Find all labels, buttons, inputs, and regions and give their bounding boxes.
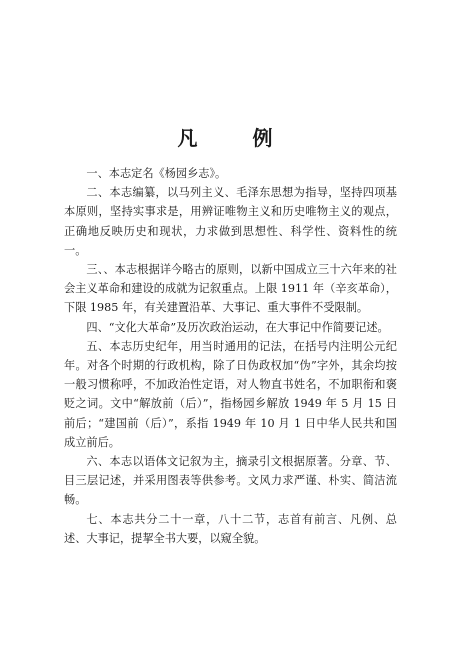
- paragraph-6: 六、本志以语体文记叙为主，摘录引文根据原著。分章、节、目三层记述，并采用图表等供参考。文风力求严谨、朴实、简洁流畅。: [64, 455, 397, 507]
- paragraph-1: 一、本志定名《杨园乡志》。: [86, 167, 227, 180]
- paragraph-5: 五、本志历史纪年，用当时通用的记法，在括号内注明公元纪年。对各个时期的行政机构，除了日伪政权加“伪”字外，其余均按一般习惯称呼，不加政治性定语，对人物直书姓名，不加职衔和褒贬之词。文中“解放前（后）”，指杨园乡解放 1949 年 5 月 15 日前后；“建国前（后）”，系指 1949 年 10 月 1 日中华人民共和国成立前后。: [64, 339, 397, 449]
- paragraph-7: 七、本志共分二十一章，八十二节，志首有前言、凡例、总述、大事记，提挈全书大要，以窥全貌。: [64, 512, 397, 545]
- editorial-notes-body: [64, 164, 397, 548]
- page-title: 凡 例: [177, 126, 297, 150]
- paragraph-3: 三、、本志根据详今略古的原则，以新中国成立三十六年来的社会主义革命和建设的成就为记叙重点。上限 1911 年（辛亥革命），下限 1985 年，有关建置沿革、大事记、重大事件不受限制。: [64, 263, 397, 315]
- paragraph-2: 二、本志编纂，以马列主义、毛泽东思想为指导，坚持四项基本原则，坚持实事求是，用辨证唯物主义和历史唯物主义的观点，正确地反映历史和现状，力求做到思想性、科学性、资料性的统一。: [64, 186, 397, 257]
- paragraph-4: 四、“文化大革命”及历次政治运动，在大事记中作简要记述。: [86, 320, 389, 334]
